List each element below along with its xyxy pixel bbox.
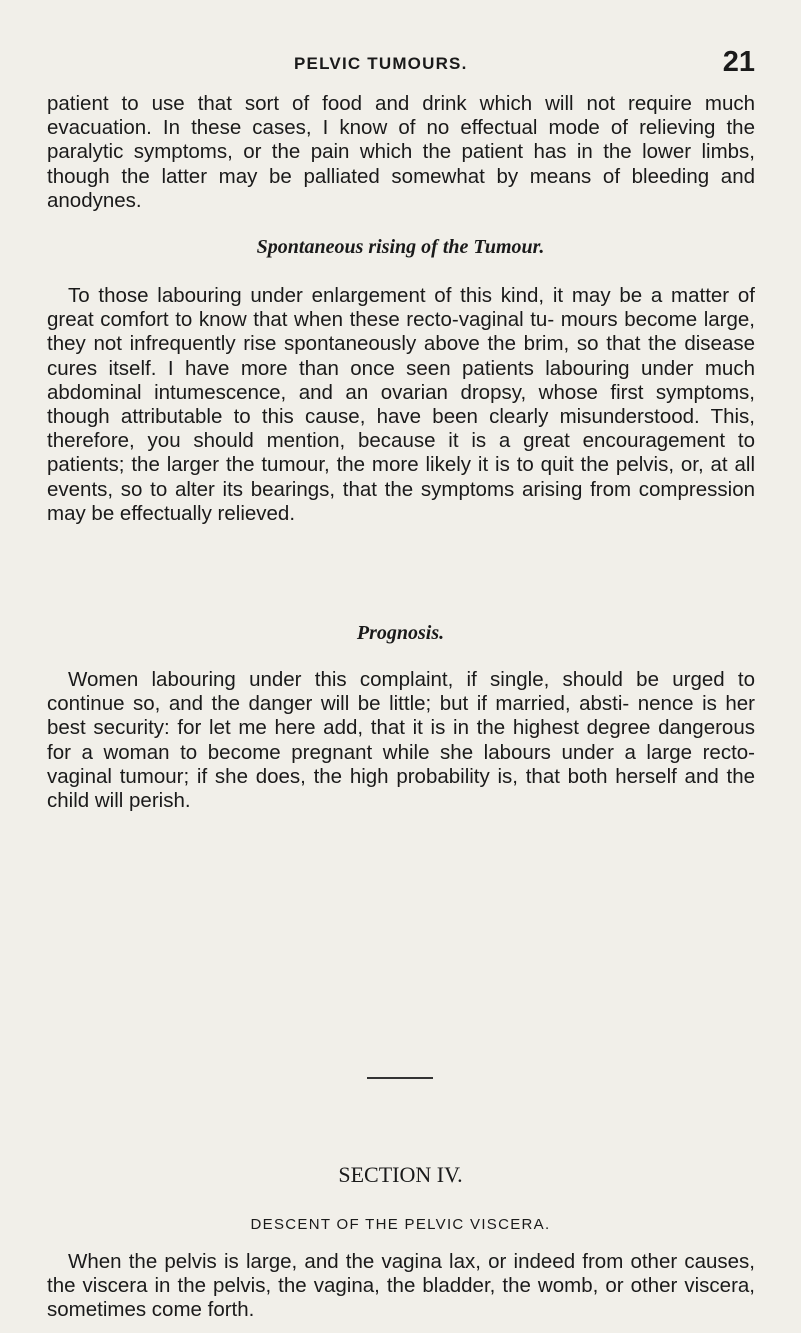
paragraph-continuation: patient to use that sort of food and drink which will not require much evacuation. In these cases, I know of no effectual mode of relieving the paralytic symptoms, or the pain which the patient has in the lower limbs, though the latter may be palliated somewhat by means of bleeding and anodynes.	[47, 92, 755, 212]
section-divider	[367, 1077, 433, 1079]
running-title: PELVIC TUMOURS.	[294, 54, 468, 73]
page-number: 21	[722, 46, 755, 78]
subheading-spontaneous-rising: Spontaneous rising of the Tumour.	[256, 236, 545, 258]
paragraph-descent-intro: When the pelvis is large, and the vagina lax, or indeed from other causes, the viscera in the pelvis, the vagina, the bladder, the womb, or other viscera, sometimes come forth.	[47, 1250, 755, 1322]
paragraph-prognosis: Women labouring under this complaint, if single, should be urged to continue so, and the danger will be little; but if married, absti- nence is her best security: for let me here add, that it is in the highest degree dangerous for a woman to become pregnant while she labours under a large recto-vaginal tumour; if she does, the high probability is, that both herself and the child will perish.	[47, 668, 755, 813]
subheading-prognosis: Prognosis.	[356, 622, 445, 644]
paragraph-spontaneous-rising: To those labouring under enlargement of this kind, it may be a matter of great comfort to know that when these recto-vaginal tu- mours become large, they not infrequently rise spontaneously above the brim, so that the disease cures itself. I have more than once seen patients labouring under much abdominal intumescence, and an ovarian dropsy, whose first symptoms, though attributable to this cause, have been clearly misunderstood. This, therefore, you should mention, because it is a great encouragement to patients; the larger the tumour, the more likely it is to quit the pelvis, or, at all events, so to alter its bearings, that the symptoms arising from compression may be effectually relieved.	[47, 284, 755, 525]
running-header	[44, 46, 755, 86]
section-subtitle: DESCENT OF THE PELVIC VISCERA.	[250, 1216, 551, 1233]
section-title: SECTION IV.	[338, 1162, 463, 1187]
